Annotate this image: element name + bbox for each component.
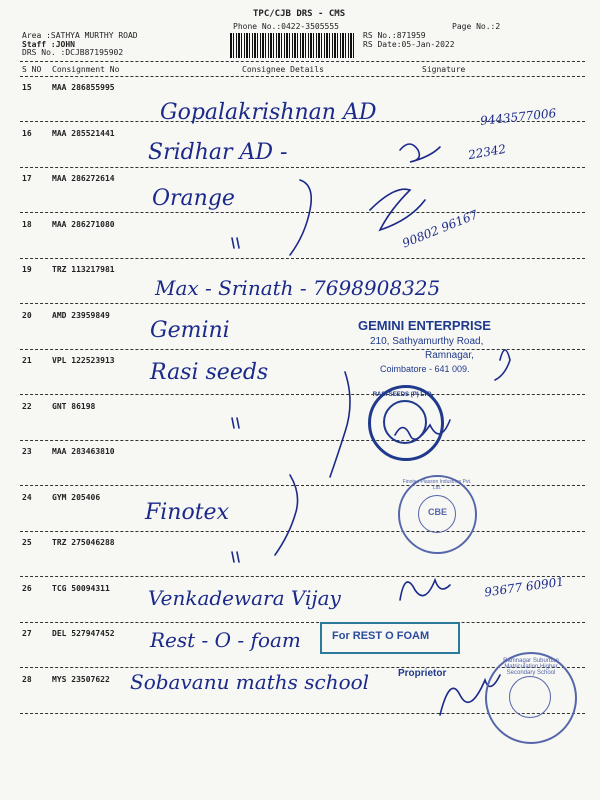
gemini-stamp-name: GEMINI ENTERPRISE — [358, 318, 491, 333]
handwriting-r18-phone: 90802 96167 — [400, 207, 480, 251]
handwriting-r21: Rasi seeds — [150, 360, 269, 385]
phone-number: Phone No.:0422-3505555 — [233, 22, 339, 31]
gemini-stamp-city: Ramnagar, — [425, 350, 474, 361]
row-consignment-number: MAA 286272614 — [52, 174, 115, 183]
handwriting-r15-phone: 9443577006 — [479, 106, 557, 128]
handwriting-r15: Gopalakrishnan AD — [160, 100, 377, 125]
row-sno: 18 — [22, 219, 32, 229]
row-consignment-number: TRZ 275046288 — [52, 538, 115, 547]
row-consignment-number: VPL 122523913 — [52, 356, 115, 365]
drs-number: DRS No. :DCJB87195902 — [22, 48, 124, 57]
rs-number: RS No.:871959 — [363, 31, 426, 40]
row-sno: 25 — [22, 538, 32, 547]
handwriting-r19: Max - Srinath - 7698908325 — [155, 276, 441, 300]
row-sno: 15 — [22, 83, 32, 92]
bracket-stroke — [275, 475, 298, 555]
area-label: Area :SATHYA MURTHY ROAD — [22, 31, 138, 40]
row-sno: 26 — [22, 583, 32, 593]
rest-o-foam-role: Proprietor — [398, 668, 447, 679]
signature-mark — [400, 144, 440, 162]
ditto-mark — [232, 552, 239, 562]
school-stamp-text: Ramnagar Suburban Matriculation Higher Secondary School — [503, 658, 559, 676]
rs-date: RS Date:05-Jan-2022 — [363, 40, 455, 49]
staff-label: Staff :JOHN — [22, 40, 75, 49]
finotex-stamp-text: Finotex Plasson Industries Pvt. Ltd. — [402, 479, 472, 491]
rasi-stamp-inner-ring — [383, 400, 427, 444]
row-consignment-number: MAA 286855995 — [52, 83, 115, 92]
row-consignment-number: GNT 86198 — [52, 401, 96, 411]
row-consignment-number: MAA 286271080 — [52, 219, 115, 229]
row-sno: 24 — [22, 492, 32, 502]
row-sno: 28 — [22, 674, 32, 684]
row-consignment-number: TCG 50094311 — [52, 583, 110, 593]
row-sno: 21 — [22, 356, 32, 365]
school-stamp — [485, 652, 577, 744]
column-consignment: Consignment No — [52, 65, 120, 74]
document-title: TPC/CJB DRS - CMS — [253, 9, 346, 19]
gemini-stamp-city2: Coimbatore - 641 009. — [380, 364, 470, 374]
finotex-stamp-inner: CBE — [428, 507, 448, 517]
school-stamp-inner-ring — [509, 676, 551, 718]
row-sno: 27 — [22, 629, 32, 638]
column-sno: S NO — [22, 65, 42, 74]
rasi-seeds-stamp — [368, 385, 444, 461]
handwriting-r17: Orange — [152, 186, 235, 211]
page-number: Page No.:2 — [452, 22, 501, 31]
ditto-mark — [232, 238, 239, 248]
row-sno: 23 — [22, 447, 32, 456]
gemini-stamp-address: 210, Sathyamurthy Road, — [370, 336, 484, 347]
row-sno: 22 — [22, 401, 32, 411]
row-consignment-number: MAA 285521441 — [52, 128, 115, 138]
ditto-mark — [232, 418, 239, 428]
rest-o-foam-label: For REST O FOAM — [332, 630, 430, 642]
handwriting-r16: Sridhar AD - — [148, 140, 288, 165]
row-consignment-number: MAA 283463810 — [52, 447, 115, 456]
signature-mark — [495, 350, 510, 380]
row-sno: 16 — [22, 128, 32, 138]
row-consignment-number: DEL 527947452 — [52, 629, 115, 638]
handwriting-r25: Finotex — [145, 500, 229, 525]
row-sno: 19 — [22, 265, 32, 274]
row-consignment-number: TRZ 113217981 — [52, 265, 115, 274]
bracket-stroke — [330, 372, 350, 477]
rest-o-foam-stamp — [320, 622, 460, 654]
signature-mark — [370, 189, 425, 230]
finotex-stamp — [398, 475, 477, 554]
row-sno: 17 — [22, 174, 32, 183]
handwriting-r26: Venkadewara Vijay — [148, 586, 341, 610]
row-consignment-number: AMD 23959849 — [52, 310, 110, 320]
column-consignee: Consignee Details — [242, 65, 324, 74]
signature-mark — [400, 580, 450, 600]
row-consignment-number: GYM 205406 — [52, 492, 101, 502]
rasi-stamp-text: RASI SEEDS (P) LTD. — [372, 392, 434, 398]
handwriting-r28: Sobavanu maths school — [130, 670, 370, 694]
handwriting-r20: Gemini — [150, 318, 230, 343]
column-signature: Signature — [422, 65, 466, 74]
handwriting-r27: Rest - O - foam — [150, 628, 301, 652]
row-consignment-number: MYS 23507622 — [52, 674, 110, 684]
handwriting-r16-phone: 22342 — [467, 141, 508, 163]
handwriting-r26-phone: 93677 60901 — [483, 574, 565, 600]
bracket-stroke — [290, 180, 311, 255]
row-sno: 20 — [22, 310, 32, 320]
